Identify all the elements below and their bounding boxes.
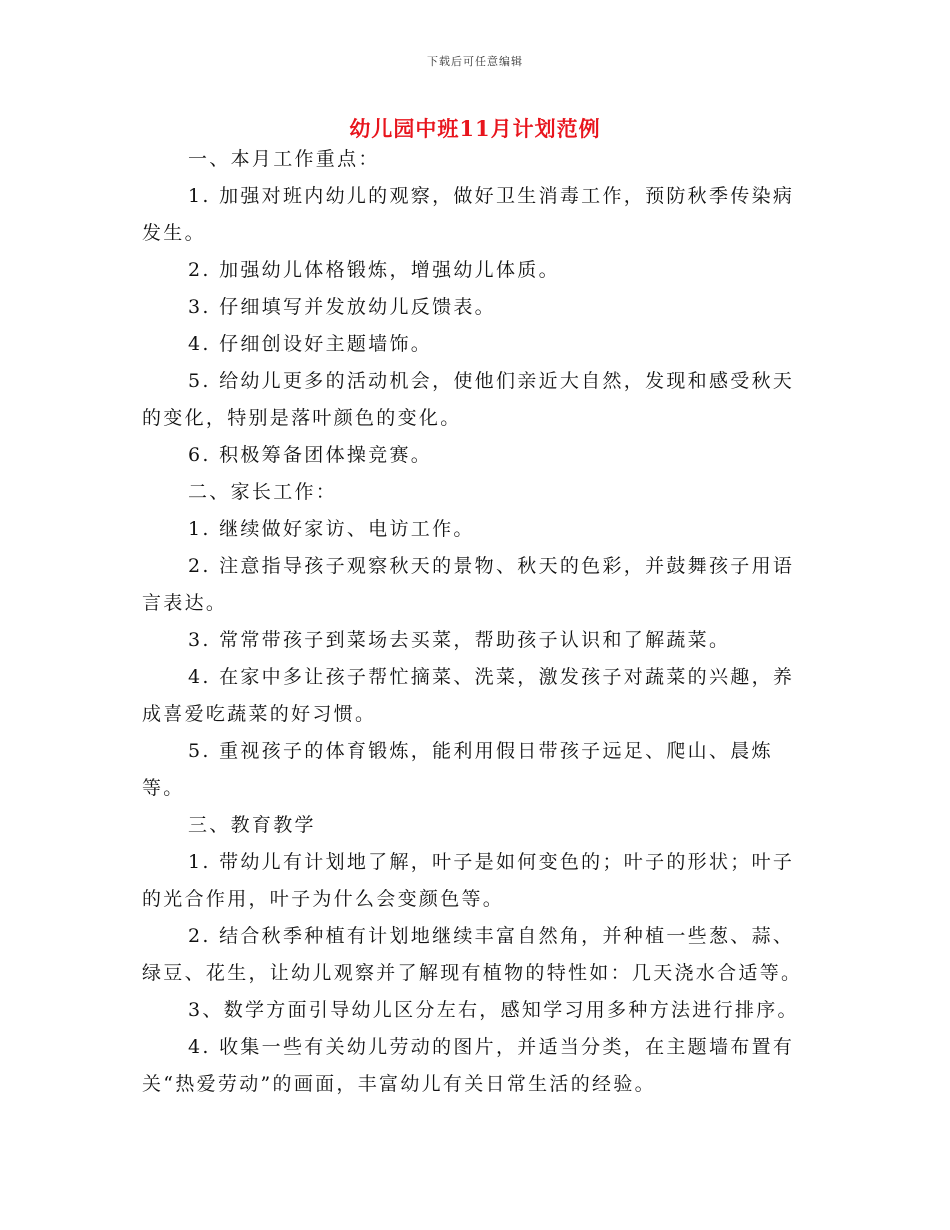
paragraph: 2. 加强幼儿体格锻炼，增强幼儿体质。 [188,259,560,281]
section-heading-education: 三、教育教学 [188,814,316,836]
paragraph: 1. 带幼儿有计划地了解，叶子是如何变色的；叶子的形状；叶子的光合作用，叶子为什么会变颜色等。 [142,851,795,910]
paragraph: 2. 注意指导孩子观察秋天的景物、秋天的色彩，并鼓舞孩子用语言表达。 [142,555,795,614]
paragraph: 3. 常常带孩子到菜场去买菜，帮助孩子认识和了解蔬菜。 [188,629,731,651]
paragraph: 4. 收集一些有关幼儿劳动的图片，并适当分类，在主题墙布置有关“热爱劳动”的画面，丰富幼儿有关日常生活的经验。 [142,1036,795,1095]
paragraph: 5. 重视孩子的体育锻炼，能利用假日带孩子远足、爬山、晨炼等。 [142,740,773,799]
paragraph: 6. 积极筹备团体操竞赛。 [188,444,433,466]
document-title: 幼儿园中班11月计划范例 [349,116,601,141]
paragraph: 4. 仔细创设好主题墙饰。 [188,333,433,355]
paragraph: 1. 加强对班内幼儿的观察，做好卫生消毒工作，预防秋季传染病发生。 [142,185,795,244]
section-heading-parent-work: 二、家长工作： [188,481,338,503]
paragraph: 5. 给幼儿更多的活动机会，使他们亲近大自然，发现和感受秋天的变化，特别是落叶颜色的变化。 [142,370,795,429]
paragraph: 3. 仔细填写并发放幼儿反馈表。 [188,296,496,318]
document-body [142,141,810,1103]
paragraph: 3、数学方面引导幼儿区分左右，感知学习用多种方法进行排序。 [188,999,799,1021]
section-heading-work-focus: 一、本月工作重点： [188,148,380,170]
paragraph: 2. 结合秋季种植有计划地继续丰富自然角，并种植一些葱、蒜、绿豆、花生，让幼儿观察并了解现有植物的特性如：几天浇水合适等。 [142,925,803,984]
paragraph: 1. 继续做好家访、电访工作。 [188,518,475,540]
paragraph: 4. 在家中多让孩子帮忙摘菜、洗菜，激发孩子对蔬菜的兴趣，养成喜爱吃蔬菜的好习惯。 [142,666,795,725]
header-note: 下载后可任意编辑 [427,55,523,68]
